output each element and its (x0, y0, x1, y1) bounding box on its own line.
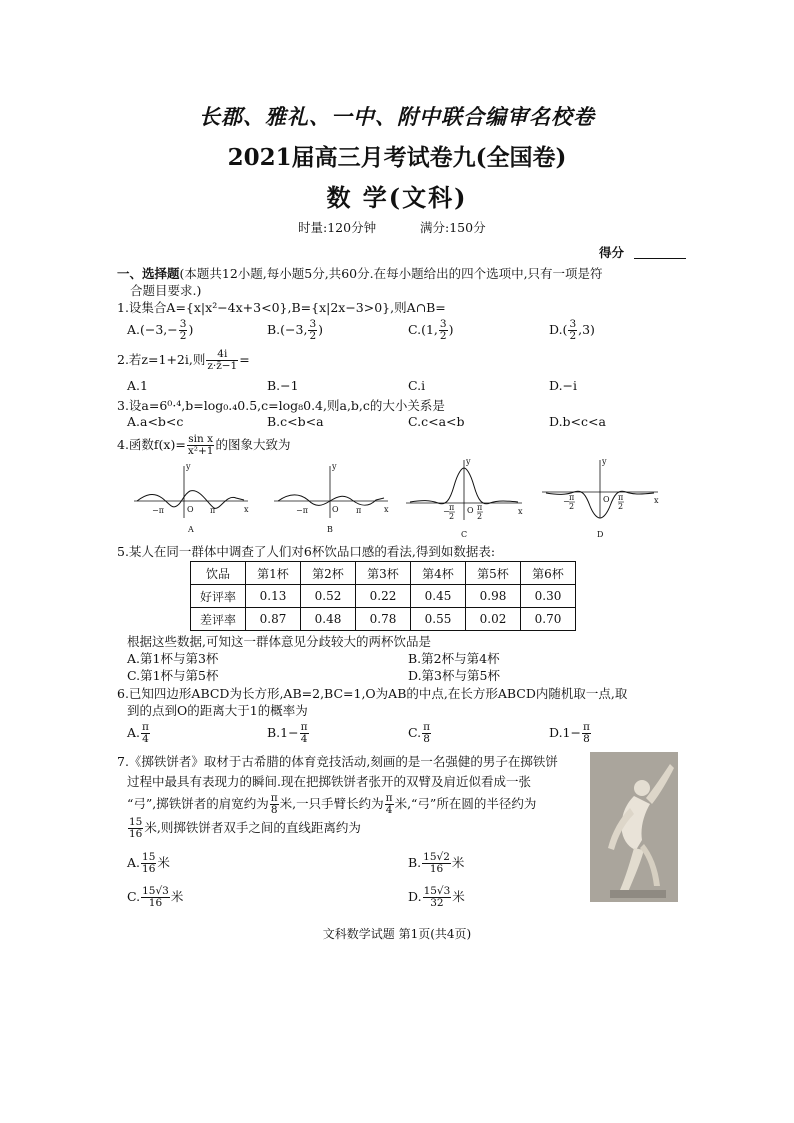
q3-stem: 3.设a=6⁰·⁴,b=log₀.₄0.5,c=log₈0.4,则a,b,c的大小关系是 (117, 398, 445, 413)
q7-option-a: A. $\frac{15}{16}$ 米 (127, 851, 170, 875)
exam-time: 时量:120分钟 (298, 220, 377, 235)
tick-pi: π (569, 493, 575, 502)
tick-pi: π (477, 503, 483, 512)
tick-two: 2 (477, 512, 483, 521)
score-blank[interactable] (634, 258, 686, 259)
q6-option-c: C. $\frac{\pi}{8}$ (408, 721, 430, 745)
q6-stem-line1: 6.已知四边形ABCD为长方形,AB=2,BC=1,O为AB的中点,在长方形ABCD内随机取一点,取 (117, 686, 628, 701)
q6-stem-line2: 到的点到O的距离大于1的概率为 (127, 703, 308, 718)
q6-option-b: B.1− $\frac{\pi}{4}$ (267, 721, 308, 745)
table-cell: 0.22 (356, 585, 411, 608)
q7-line3: “弓”,掷铁饼者的肩宽约为 $\frac{\pi}{8}$ 米,一只手臂长约为 $\frac{\pi}{4}$ 米,“弓”所在圆的半径约为 (127, 792, 537, 816)
q4-graph-b (272, 458, 392, 538)
q7-line1: 7.《掷铁饼者》取材于古希腊的体育竞技活动,刻画的是一名强健的男子在掷铁饼 (117, 754, 558, 769)
q3-option-b: B.c<b<a (267, 414, 324, 429)
q6-option-d: D.1− $\frac{\pi}{8}$ (549, 721, 590, 745)
table-cell: 0.52 (301, 585, 356, 608)
graph-label: A (188, 525, 194, 534)
table-cell: 0.87 (246, 608, 301, 631)
table-header-row (191, 562, 576, 585)
tick-pi: π (449, 503, 455, 512)
table-cell: 0.13 (246, 585, 301, 608)
q1-option-c: C.(1, $\frac{3}{2}$ ) (408, 318, 454, 342)
q5-option-a: A.第1杯与第3杯 (127, 651, 219, 666)
q5-stem: 5.某人在同一群体中调查了人们对6杯饮品口感的看法,得到如数据表: (117, 544, 496, 559)
q4-graph-a (132, 458, 252, 538)
q2-option-c: C.i (408, 378, 426, 393)
graph-label: B (327, 525, 333, 534)
q2-option-b: B.−1 (267, 378, 299, 393)
y-label: y (186, 462, 191, 471)
minus-sign: − (443, 507, 450, 516)
tick-pi: π (210, 506, 216, 515)
tick-pi: π (618, 493, 624, 502)
discobolus-statue-image (590, 752, 678, 902)
statue-head (634, 780, 650, 796)
q2-stem: 2.若z=1+2i,则 $\frac{4i}{z\cdot z̄-1}$ = (117, 348, 250, 372)
section-intro-line1: 一、选择题(本题共12小题,每小题5分,共60分.在每小题给出的四个选项中,只有一项是符 (117, 266, 603, 281)
tick-pi: π (356, 506, 362, 515)
subject-title: 数 学(文科) (326, 183, 468, 212)
x-label: x (518, 507, 523, 516)
tick-neg-pi: −π (296, 506, 308, 515)
table-header-cell: 饮品 (191, 562, 246, 585)
q4-graph-c (404, 456, 528, 540)
table-cell: 0.55 (411, 608, 466, 631)
table-cell: 0.70 (521, 608, 576, 631)
q1-option-b: B.(−3, $\frac{3}{2}$ ) (267, 318, 324, 342)
school-line: 长郡、雅礼、一中、附中联合编审名校卷 (199, 104, 595, 129)
x-label: x (384, 505, 389, 514)
q1-option-d: D.( $\frac{3}{2}$ ,3) (549, 318, 595, 342)
q7-option-c: C. $\frac{15√3}{16}$ 米 (127, 885, 184, 909)
statue-base (610, 890, 666, 898)
q5-follow: 根据这些数据,可知这一群体意见分歧较大的两杯饮品是 (127, 634, 431, 649)
q7-line2: 过程中最具有表现力的瞬间.现在把掷铁饼者张开的双臂及肩近似看成一张 (127, 774, 531, 789)
table-header-cell: 第1杯 (246, 562, 301, 585)
graph-label: D (597, 530, 604, 539)
graph-label: C (461, 530, 468, 539)
x-label: x (244, 505, 249, 514)
q6-option-a: A. $\frac{\pi}{4}$ (127, 721, 149, 745)
q5-option-b: B.第2杯与第4杯 (408, 651, 500, 666)
table-header-cell: 第2杯 (301, 562, 356, 585)
table-cell: 0.78 (356, 608, 411, 631)
table-cell: 0.30 (521, 585, 576, 608)
origin: O (187, 505, 194, 514)
table-cell: 0.02 (466, 608, 521, 631)
tick-two: 2 (618, 502, 624, 511)
table-cell: 0.48 (301, 608, 356, 631)
page-footer: 文科数学试题 第1页(共4页) (322, 927, 472, 941)
q7-option-b: B. $\frac{15√2}{16}$ 米 (408, 851, 465, 875)
table-header-cell: 第6杯 (521, 562, 576, 585)
statue-figure (590, 752, 678, 902)
q4-graph-d (540, 456, 664, 540)
table-row (191, 608, 576, 631)
q5-option-c: C.第1杯与第5杯 (127, 668, 219, 683)
y-label: y (466, 457, 471, 466)
y-label: y (332, 462, 337, 471)
table-header-cell: 第3杯 (356, 562, 411, 585)
q3-option-a: A.a<b<c (127, 414, 184, 429)
q7-option-d: D. $\frac{15√3}{32}$ 米 (408, 885, 465, 909)
tick-neg-pi: −π (152, 506, 164, 515)
table-cell: 好评率 (191, 585, 246, 608)
score-label: 得分 (599, 245, 625, 260)
table-cell: 0.98 (466, 585, 521, 608)
table-header-cell: 第4杯 (411, 562, 466, 585)
table-row (191, 585, 576, 608)
exam-title: 2021届高三月考试卷九(全国卷) (227, 144, 567, 171)
q4-stem: 4.函数f(x)= $\frac{\text{sin x}}{\text{x²+1}}$ 的图象大致为 (117, 433, 291, 457)
q3-option-c: C.c<a<b (408, 414, 465, 429)
q2-option-a: A.1 (127, 378, 148, 393)
x-label: x (654, 496, 659, 505)
origin: O (332, 505, 339, 514)
origin: O (603, 495, 610, 504)
section-title: 一、选择题 (117, 266, 180, 281)
drink-rating-table (190, 561, 576, 631)
q2-option-d: D.−i (549, 378, 578, 393)
minus-sign: − (563, 497, 570, 506)
table-header-cell: 第5杯 (466, 562, 521, 585)
curve (278, 495, 384, 506)
tick-two: 2 (449, 512, 455, 521)
origin: O (467, 506, 474, 515)
q1-stem: 1.设集合A={x|x²−4x+3<0},B={x|2x−3>0},则A∩B= (117, 300, 446, 315)
q5-option-d: D.第3杯与第5杯 (408, 668, 500, 683)
q1-option-a: A.(−3,− $\frac{3}{2}$ ) (127, 318, 194, 342)
table-cell: 差评率 (191, 608, 246, 631)
q7-line4: $\frac{15}{16}$ 米,则掷铁饼者双手之间的直线距离约为 (129, 816, 361, 840)
table-cell: 0.45 (411, 585, 466, 608)
q3-option-d: D.b<c<a (549, 414, 606, 429)
section-intro-line2: 合题目要求.) (130, 283, 202, 298)
exam-total-score: 满分:150分 (420, 220, 486, 235)
tick-two: 2 (569, 502, 575, 511)
y-label: y (602, 457, 607, 466)
